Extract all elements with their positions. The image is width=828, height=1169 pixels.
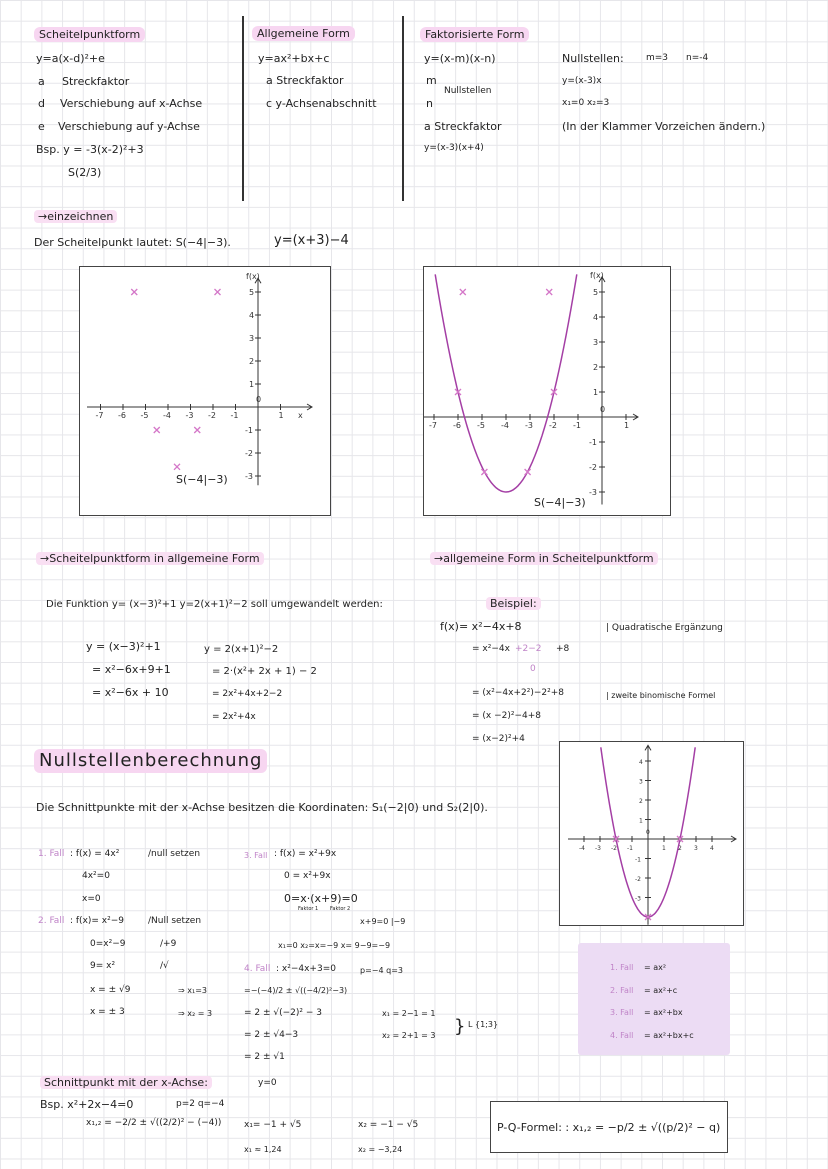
fall2-op: /+9 bbox=[160, 939, 177, 949]
conv-a-line: = x²−6x + 10 bbox=[92, 686, 169, 699]
fall4-step: =−(−4)/2 ± √((−4/2)²−3) bbox=[244, 986, 348, 995]
ex-line: = x²−4x bbox=[472, 644, 510, 654]
col1-title: Scheitelpunktform bbox=[34, 27, 145, 42]
y-tick-label: -3 bbox=[589, 488, 597, 497]
fall3-result: x₁=0 x₂=x=−9 x= 9−9=−9 bbox=[278, 941, 391, 950]
fall1-note: /null setzen bbox=[148, 849, 201, 859]
plotted-point bbox=[481, 469, 487, 475]
schnitt-x12: x₁,₂ = −2/2 ± √((2/2)² − (−4)) bbox=[86, 1118, 222, 1128]
col1-item-key: d bbox=[38, 97, 45, 110]
y-tick-label: 4 bbox=[593, 313, 599, 322]
fall4-x1: x₁ = 2−1 = 1 bbox=[382, 1009, 436, 1018]
graph-points-box bbox=[79, 266, 331, 516]
graph-parabola bbox=[424, 267, 670, 515]
fall4-step: = 2 ± √4−3 bbox=[244, 1030, 299, 1040]
beispiel-label: Beispiel: bbox=[486, 597, 541, 610]
graph-nullstellen bbox=[560, 742, 743, 925]
col3-formula: y=(x-m)(x-n) bbox=[424, 52, 496, 65]
y-tick-label: -3 bbox=[635, 895, 641, 903]
conv-a-line: y = (x−3)²+1 bbox=[86, 640, 161, 653]
fall3-factor-label: Faktor 1 bbox=[298, 906, 319, 912]
schnitt-bsp: Bsp. x²+2x−4=0 bbox=[40, 1098, 134, 1111]
col2-title: Allgemeine Form bbox=[252, 26, 355, 41]
plotted-point bbox=[460, 289, 466, 295]
scheitelpunkt-formula: y=(x+3)−4 bbox=[274, 233, 349, 248]
conv-b-line: = 2x²+4x bbox=[212, 712, 256, 722]
y-tick-label: 1 bbox=[639, 817, 643, 825]
y-tick-label: -2 bbox=[635, 876, 641, 883]
schnitt-x2-value: x₂ = −3,24 bbox=[358, 1145, 403, 1154]
schnitt-pq: p=2 q=−4 bbox=[176, 1099, 225, 1109]
fall2-step: x = ± 3 bbox=[90, 1007, 125, 1017]
schnitt-x1-value: x₁ ≈ 1,24 bbox=[244, 1145, 282, 1154]
y-tick-label: -1 bbox=[635, 856, 641, 864]
fall1-label: 1. Fall bbox=[38, 849, 65, 859]
fall4-solution: L {1;3} bbox=[468, 1020, 499, 1029]
x-axis-label: x bbox=[298, 411, 303, 420]
y-tick-label: -2 bbox=[245, 449, 253, 458]
conv-b-line: = 2x²+4x+2−2 bbox=[212, 689, 283, 699]
fall3-label: 3. Fall bbox=[244, 851, 268, 860]
fall4-brace: } bbox=[454, 1016, 466, 1037]
y-tick-label: -3 bbox=[245, 472, 253, 481]
x-tick-label: 0 bbox=[600, 405, 606, 414]
fall4-step: = 2 ± √(−2)² − 3 bbox=[244, 1008, 323, 1018]
ex-line: +8 bbox=[556, 644, 570, 654]
fall3-step: 0=x·(x+9)=0 bbox=[284, 892, 358, 905]
fall4-expr: : x²−4x+3=0 bbox=[276, 964, 336, 974]
fall2-note: /Null setzen bbox=[148, 916, 202, 926]
x-tick-label: -6 bbox=[453, 421, 461, 430]
col4-label: Nullstellen: bbox=[562, 52, 624, 65]
x-tick-label: -5 bbox=[477, 421, 485, 430]
y-tick-label: 5 bbox=[593, 288, 599, 297]
schnitt-x2: x₂ = −1 − √5 bbox=[358, 1120, 419, 1130]
y-axis-label: f(x) bbox=[246, 272, 260, 282]
plotted-point bbox=[174, 464, 180, 470]
x-tick-label: -4 bbox=[579, 845, 585, 852]
fall4-label: 4. Fall bbox=[244, 964, 271, 974]
x-tick-label: -7 bbox=[95, 411, 104, 420]
vertex-label: S(−4|−3) bbox=[534, 496, 586, 509]
x-tick-label: 1 bbox=[662, 845, 666, 852]
y-tick-label: 2 bbox=[249, 357, 255, 366]
col4-m: m=3 bbox=[646, 53, 669, 63]
graph-parabola-box bbox=[423, 266, 671, 516]
x-tick-label: 4 bbox=[710, 845, 714, 852]
col3-example: y=(x-3)(x+4) bbox=[424, 143, 484, 153]
col3-streckfaktor: a Streckfaktor bbox=[424, 120, 502, 133]
x-tick-label: -3 bbox=[525, 421, 533, 430]
x-tick-label: -1 bbox=[230, 411, 239, 420]
x-tick-label: -5 bbox=[140, 411, 149, 420]
summary-fall-label: 4. Fall bbox=[610, 1031, 634, 1040]
fall3-step: 0 = x²+9x bbox=[284, 871, 331, 881]
col1-item-value: Streckfaktor bbox=[62, 75, 130, 88]
col2-item: a Streckfaktor bbox=[266, 74, 344, 87]
x-tick-label: -6 bbox=[118, 411, 126, 420]
fall1-step: x=0 bbox=[82, 894, 101, 904]
schnitt-x1: x₁= −1 + √5 bbox=[244, 1120, 302, 1130]
col1-item-value: Verschiebung auf y-Achse bbox=[58, 120, 200, 133]
fall1-step: 4x²=0 bbox=[82, 871, 110, 881]
y-tick-label: 3 bbox=[249, 334, 255, 343]
plotted-point bbox=[131, 289, 137, 295]
vertex-label: S(−4|−3) bbox=[176, 473, 228, 486]
summary-fall-expr: = ax²+bx bbox=[644, 1008, 683, 1017]
x-tick-label: 1 bbox=[278, 411, 284, 420]
y-tick-label: 2 bbox=[639, 798, 643, 805]
summary-fall-label: 2. Fall bbox=[610, 986, 634, 995]
col4-equation: y=(x-3)x bbox=[562, 76, 602, 86]
y-tick-label: 3 bbox=[639, 778, 643, 786]
col2-item: c y-Achsenabschnitt bbox=[266, 97, 377, 110]
summary-fall-label: 1. Fall bbox=[610, 963, 634, 972]
fall1-expr: : f(x) = 4x² bbox=[70, 849, 120, 859]
x-tick-label: 3 bbox=[694, 845, 698, 852]
fall3-step: x+9=0 |−9 bbox=[360, 917, 406, 926]
fall3-expr: : f(x) = x²+9x bbox=[274, 849, 337, 859]
y-tick-label: 1 bbox=[593, 388, 599, 397]
x-tick-label: -7 bbox=[429, 421, 437, 430]
x-tick-label: -1 bbox=[573, 421, 581, 430]
graph-nullstellen-box bbox=[559, 741, 744, 926]
conv-a-line: = x²−6x+9+1 bbox=[92, 663, 171, 676]
column-divider bbox=[242, 16, 244, 201]
col3-m: m bbox=[426, 74, 437, 87]
einzeichnen-heading: →einzeichnen bbox=[34, 210, 117, 223]
conv-b-line: = 2·(x²+ 2x + 1) − 2 bbox=[212, 666, 317, 677]
y-tick-label: -1 bbox=[245, 426, 253, 435]
nullstellen-heading: Nullstellenberechnung bbox=[34, 749, 267, 773]
note-binomische-formel: | zweite binomische Formel bbox=[606, 691, 716, 700]
col1-item-key: e bbox=[38, 120, 45, 133]
fall4-pq: p=−4 q=3 bbox=[360, 966, 403, 975]
plotted-point bbox=[215, 289, 221, 295]
col3-n: n bbox=[426, 97, 433, 110]
col1-item-value: Verschiebung auf x-Achse bbox=[60, 97, 203, 110]
ex-line: = (x−2)²+4 bbox=[472, 734, 525, 744]
summary-fall-expr: = ax² bbox=[644, 963, 667, 972]
conv-right-heading: →allgemeine Form in Scheitelpunktform bbox=[430, 552, 658, 565]
col4-n: n=-4 bbox=[686, 53, 709, 63]
fall2-result: ⇒ x₂ = 3 bbox=[178, 1009, 213, 1018]
parabola-curve bbox=[435, 274, 577, 492]
scheitelpunkt-text: Der Scheitelpunkt lautet: S(−4|−3). bbox=[34, 236, 231, 249]
fall2-result: ⇒ x₁=3 bbox=[178, 986, 207, 995]
plotted-point bbox=[546, 289, 552, 295]
y-tick-label: 3 bbox=[593, 338, 599, 347]
ex-line-zero: 0 bbox=[530, 664, 536, 674]
ex-line: = (x −2)²−4+8 bbox=[472, 711, 542, 721]
fall2-step: 9= x² bbox=[90, 961, 116, 971]
fall2-expr: : f(x)= x²−9 bbox=[70, 916, 125, 926]
y-tick-label: 2 bbox=[593, 363, 599, 372]
conv-left-heading: →Scheitelpunktform in allgemeine Form bbox=[36, 552, 264, 565]
schnitt-heading: Schnittpunkt mit der x-Achse: bbox=[40, 1076, 212, 1089]
note-quadratische-ergaenzung: | Quadratische Ergänzung bbox=[606, 623, 723, 633]
x-tick-label: 1 bbox=[624, 421, 630, 430]
pq-formula: P-Q-Formel: : x₁,₂ = −p/2 ± √((p/2)² − q) bbox=[497, 1121, 721, 1134]
x-tick-label: -3 bbox=[185, 411, 194, 420]
x-tick-label: -2 bbox=[208, 411, 216, 420]
x-tick-label: 0 bbox=[646, 829, 650, 836]
plotted-point bbox=[525, 469, 531, 475]
y-tick-label: 4 bbox=[249, 311, 255, 320]
y-tick-label: 4 bbox=[639, 759, 643, 766]
y-axis-label: f(x) bbox=[590, 271, 604, 280]
schnitt-y0: y=0 bbox=[258, 1078, 277, 1088]
summary-fall-label: 3. Fall bbox=[610, 1008, 634, 1017]
x-tick-label: -3 bbox=[595, 845, 601, 852]
plotted-point bbox=[194, 427, 200, 433]
col4-roots: x₁=0 x₂=3 bbox=[562, 98, 610, 108]
col4-note: (In der Klammer Vorzeichen ändern.) bbox=[562, 120, 766, 133]
conv-b-line: y = 2(x+1)²−2 bbox=[204, 644, 279, 655]
fall4-step: = 2 ± √1 bbox=[244, 1052, 285, 1062]
x-tick-label: -4 bbox=[501, 421, 509, 430]
fall2-label: 2. Fall bbox=[38, 916, 65, 926]
col3-nullstellen-label: Nullstellen bbox=[444, 86, 492, 96]
column-divider bbox=[402, 16, 404, 201]
conv-intro: Die Funktion y= (x−3)²+1 y=2(x+1)²−2 soll umgewandelt werden: bbox=[46, 599, 383, 610]
fall2-op: /√ bbox=[160, 961, 169, 971]
fall3-factor-label: Faktor 2 bbox=[330, 906, 351, 912]
col1-item-key: a bbox=[38, 75, 45, 88]
ex-line: f(x)= x²−4x+8 bbox=[440, 620, 522, 633]
y-tick-label: 1 bbox=[249, 380, 255, 389]
nullstellen-intro: Die Schnittpunkte mit der x-Achse besitzen die Koordinaten: S₁(−2|0) und S₂(2|0). bbox=[36, 801, 488, 814]
fall2-step: 0=x²−9 bbox=[90, 939, 126, 949]
col3-title: Faktorisierte Form bbox=[420, 27, 529, 42]
ex-line-ergaenzung: +2−2 bbox=[515, 644, 542, 654]
y-tick-label: 5 bbox=[249, 288, 255, 297]
plotted-point bbox=[154, 427, 160, 433]
x-tick-label: -2 bbox=[611, 845, 617, 852]
fall4-x2: x₂ = 2+1 = 3 bbox=[382, 1031, 436, 1040]
summary-fall-expr: = ax²+c bbox=[644, 986, 678, 995]
ex-line: = (x²−4x+2²)−2²+8 bbox=[472, 688, 564, 698]
col1-example-vertex: S(2/3) bbox=[68, 166, 102, 179]
y-tick-label: -2 bbox=[589, 463, 597, 472]
pq-formula-box bbox=[490, 1101, 728, 1153]
x-tick-label: -2 bbox=[549, 421, 557, 430]
col1-formula: y=a(x-d)²+e bbox=[36, 52, 105, 65]
x-tick-label: 2 bbox=[678, 845, 682, 852]
x-tick-label: -4 bbox=[163, 411, 171, 420]
col1-example: Bsp. y = -3(x-2)²+3 bbox=[36, 143, 144, 156]
x-tick-label: 0 bbox=[256, 395, 262, 404]
fall2-step: x = ± √9 bbox=[90, 985, 131, 995]
col2-formula: y=ax²+bx+c bbox=[258, 52, 330, 65]
summary-fall-expr: = ax²+bx+c bbox=[644, 1031, 694, 1040]
y-tick-label: -1 bbox=[589, 438, 597, 447]
x-tick-label: -1 bbox=[627, 845, 633, 852]
